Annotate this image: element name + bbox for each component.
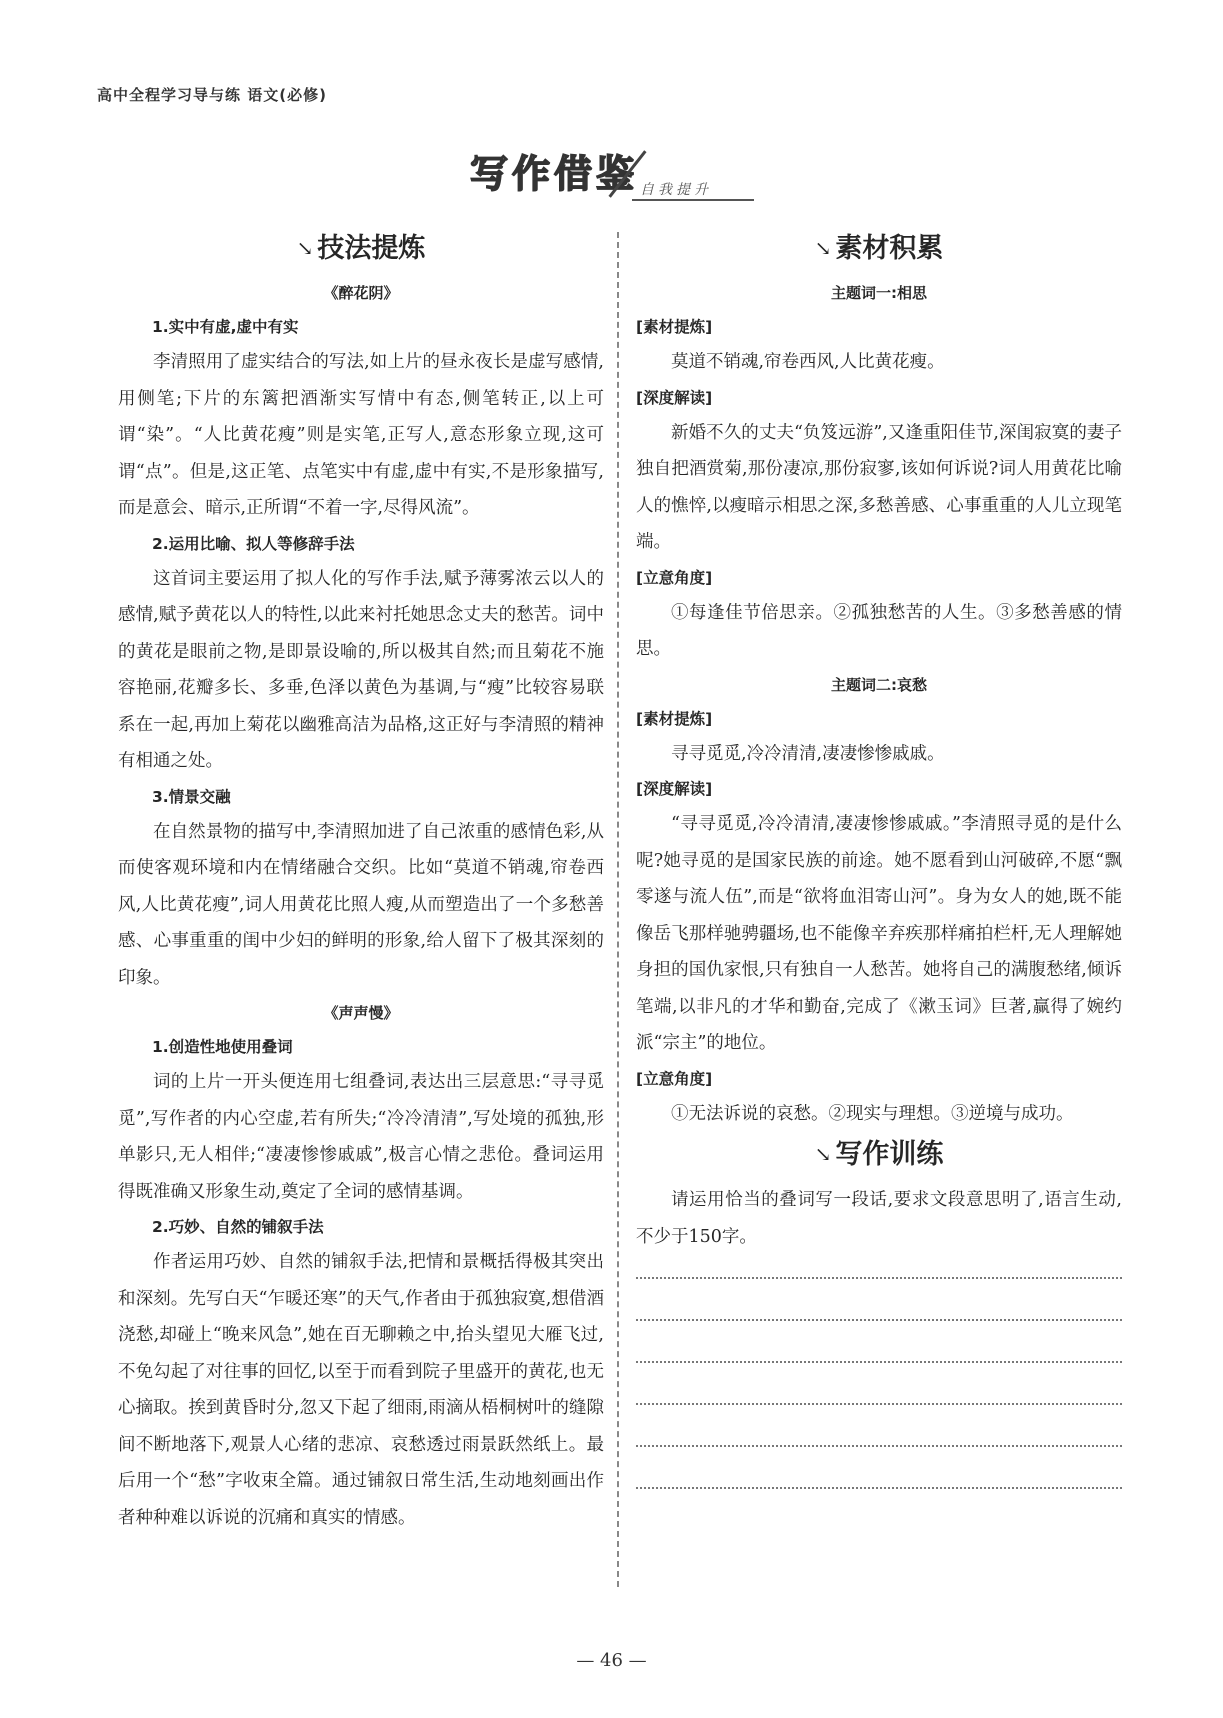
theme-title: 主题词二:哀愁 — [831, 675, 927, 694]
page-number: — 46 — — [576, 1650, 647, 1671]
material-text: 寻寻觅觅,冷冷清清,凄凄惨惨戚戚。 — [671, 743, 945, 764]
section-techniques — [118, 228, 604, 268]
analysis-label: [深度解读] — [636, 388, 713, 407]
section-title: 素材积累 — [835, 233, 944, 264]
section-title: 写作训练 — [835, 1139, 944, 1170]
writing-line — [636, 1445, 1122, 1447]
material-label: [素材提炼] — [636, 318, 713, 336]
item-heading: 1.实中有虚,虚中有实 — [152, 318, 299, 336]
writing-line — [636, 1487, 1122, 1489]
material-text: 莫道不销魂,帘卷西风,人比黄花瘦。 — [671, 352, 945, 372]
item-heading: 2.巧妙、自然的铺叙手法 — [152, 1218, 324, 1236]
item-heading: 2.运用比喻、拟人等修辞手法 — [152, 534, 355, 553]
analysis-text: 新婚不久的丈夫“负笈远游”,又逢重阳佳节,深闺寂寞的妻子独自把酒赏菊,那份凄凉,那份寂寥,该如何诉说?词人用黄花比喻人的憔悴,以瘦暗示相思之深,多愁善感、心事重重的人儿立现笔端。 — [636, 422, 1122, 552]
writing-line — [636, 1319, 1122, 1321]
theme-title: 主题词一:相思 — [831, 284, 927, 302]
angle-text: ①每逢佳节倍思亲。②孤独愁苦的人生。③多愁善感的情思。 — [636, 602, 1122, 659]
right-column — [636, 228, 1122, 1529]
angle-label: [立意角度] — [636, 1069, 713, 1088]
page-title-banner — [470, 143, 770, 207]
item-heading: 3.情景交融 — [152, 787, 231, 806]
section-training — [636, 1134, 1122, 1174]
column-divider — [617, 232, 619, 1587]
item-text: 作者运用巧妙、自然的铺叙手法,把情和景概括得极其突出和深刻。先写白天“乍暖还寒”的天气,作者由于孤独寂寞,想借酒浇愁,却碰上“晚来风急”,她在百无聊赖之中,抬头望见大雁飞过,不免勾起了对往事的回忆,以至于而看到院子里盛开的黄花,也无心摘取。挨到黄昏时分,忽又下起了细雨,雨滴从梧桐树叶的缝隙间不断地落下,观景人心绪的悲凉、哀愁透过雨景跃然纸上。最后用一个“愁”字收束全篇。通过铺叙日常生活,生动地刻画出作者种种难以诉说的沉痛和真实的情感。 — [118, 1252, 604, 1528]
item-text: 在自然景物的描写中,李清照加进了自己浓重的感情色彩,从而使客观环境和内在情绪融合交织。比如“莫道不销魂,帘卷西风,人比黄花瘦”,词人用黄花比照人瘦,从而塑造出了一个多愁善感、心事重重的闺中少妇的鲜明的形象,给人留下了极其深刻的印象。 — [118, 821, 604, 988]
writing-line — [636, 1277, 1122, 1279]
training-prompt: 请运用恰当的叠词写一段话,要求文段意思明了,语言生动,不少于150字。 — [636, 1190, 1122, 1247]
writing-area — [636, 1277, 1122, 1489]
book-header: 高中全程学习导与练 语文(必修) — [97, 86, 327, 104]
title-underline — [632, 199, 754, 201]
page-title: 写作借鉴 — [470, 151, 639, 196]
corner-arrow-icon: ↘ — [814, 1142, 832, 1166]
item-text: 这首词主要运用了拟人化的写作手法,赋予薄雾浓云以人的感情,赋予黄花以人的特性,以此来衬托她思念丈夫的愁苦。词中的黄花是眼前之物,是即景设喻的,所以极其自然;而且菊花不施容艳丽,花瓣多长、多垂,色泽以黄色为基调,与“瘦”比较容易联系在一起,再加上菊花以幽雅高洁为品格,这正好与李清照的精神有相通之处。 — [118, 568, 604, 771]
left-column — [118, 228, 604, 1536]
analysis-text: “寻寻觅觅,冷冷清清,凄凄惨惨戚戚。”李清照寻觅的是什么呢?她寻觅的是国家民族的前途。她不愿看到山河破碎,不愿“飘零遂与流人伍”,而是“欲将血泪寄山河”。身为女人的她,既不能像岳飞那样驰骋疆场,也不能像辛弃疾那样痛拍栏杆,无人理解她身担的国仇家恨,只有独自一人愁苦。她将自己的满腹愁绪,倾诉笔端,以非凡的才华和勤奋,完成了《漱玉词》巨著,赢得了婉约派“宗主”的地位。 — [636, 814, 1122, 1053]
material-label: [素材提炼] — [636, 709, 713, 728]
corner-arrow-icon: ↘ — [814, 236, 832, 260]
page-subtitle: 自我提升 — [640, 182, 712, 198]
poem-title: 《声声慢》 — [323, 1004, 399, 1022]
section-title: 技法提炼 — [317, 233, 426, 264]
item-heading: 1.创造性地使用叠词 — [152, 1038, 293, 1056]
writing-line — [636, 1403, 1122, 1405]
section-materials — [636, 228, 1122, 268]
item-text: 词的上片一开头便连用七组叠词,表达出三层意思:“寻寻觅觅”,写作者的内心空虚,若有所失;“冷冷清清”,写处境的孤独,形单影只,无人相伴;“凄凄惨惨戚戚”,极言心情之悲伧。叠词运用得既准确又形象生动,奠定了全词的感情基调。 — [118, 1072, 604, 1202]
poem-title: 《醉花阴》 — [323, 284, 399, 302]
item-text: 李清照用了虚实结合的写法,如上片的昼永夜长是虚写感情,用侧笔;下片的东篱把酒渐实写情中有态,侧笔转正,以上可谓“染”。“人比黄花瘦”则是实笔,正写人,意态形象立现,这可谓“点”。但是,这正笔、点笔实中有虚,虚中有实,不是形象描写,而是意会、暗示,正所谓“不着一字,尽得风流”。 — [118, 352, 604, 518]
angle-text: ①无法诉说的哀愁。②现实与理想。③逆境与成功。 — [671, 1103, 1074, 1124]
analysis-label: [深度解读] — [636, 780, 713, 798]
corner-arrow-icon: ↘ — [296, 236, 314, 260]
angle-label: [立意角度] — [636, 568, 713, 587]
writing-line — [636, 1361, 1122, 1363]
